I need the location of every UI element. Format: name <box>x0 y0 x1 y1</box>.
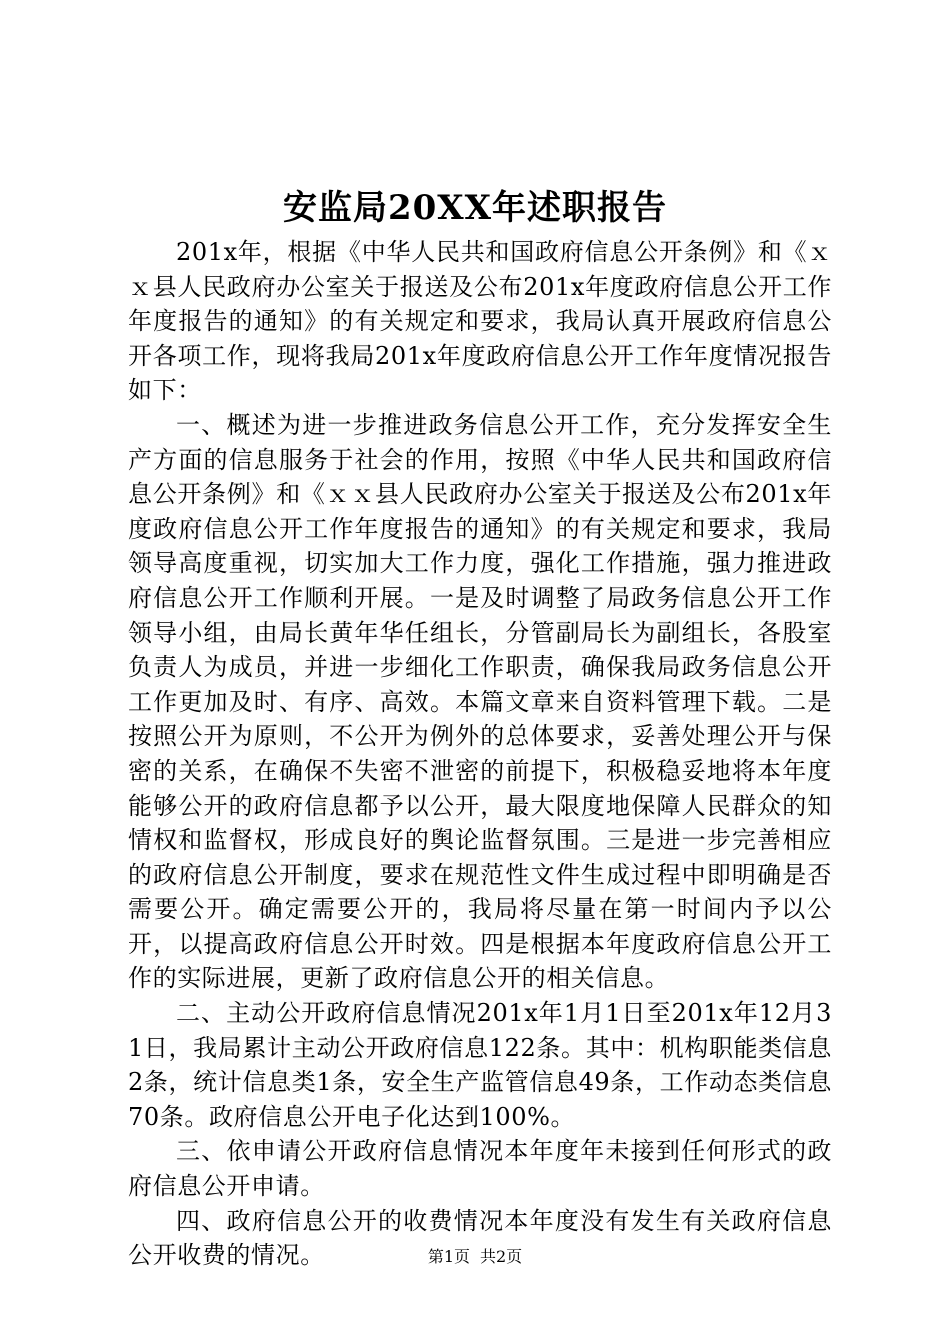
page-number-total: 共2页 <box>480 1247 523 1266</box>
paragraph-request-disclosure: 三、依申请公开政府信息情况本年度年未接到任何形式的政府信息公开申请。 <box>128 1137 832 1201</box>
paragraph-active-disclosure: 二、主动公开政府信息情况201x年1月1日至201x年12月31日，我局累计主动公开政府信息122条。其中：机构职能类信息2条，统计信息类1条，安全生产监管信息49条，工作动态类信息70条。政府信息公开电子化达到100%。 <box>128 999 832 1131</box>
paragraph-fees: 四、政府信息公开的收费情况本年度没有发生有关政府信息公开收费的情况。 <box>128 1206 832 1270</box>
page-number-current: 第1页 <box>427 1247 470 1266</box>
page-footer <box>0 1245 950 1269</box>
paragraph-overview: 一、概述为进一步推进政务信息公开工作，充分发挥安全生产方面的信息服务于社会的作用，按照《中华人民共和国政府信息公开条例》和《ｘｘ县人民政府办公室关于报送及公布201x年度政府信息公开工作年度报告的通知》的有关规定和要求，我局领导高度重视，切实加大工作力度，强化工作措施，强力推进政府信息公开工作顺利开展。一是及时调整了局政务信息公开工作领导小组，由局长黄年华任组长，分管副局长为副组长，各股室负责人为成员，并进一步细化工作职责，确保我局政务信息公开工作更加及时、有序、高效。本篇文章来自资料管理下载。二是按照公开为原则，不公开为例外的总体要求，妥善处理公开与保密的关系，在确保不失密不泄密的前提下，积极稳妥地将本年度能够公开的政府信息都予以公开，最大限度地保障人民群众的知情权和监督权，形成良好的舆论监督氛围。三是进一步完善相应的政府信息公开制度，要求在规范性文件生成过程中即明确是否需要公开。确定需要公开的，我局将尽量在第一时间内予以公开，以提高政府信息公开时效。四是根据本年度政府信息公开工作的实际进展，更新了政府信息公开的相关信息。 <box>128 410 832 993</box>
document-title: 安监局20XX年述职报告 <box>282 188 668 228</box>
document-body <box>128 235 832 1273</box>
paragraph-intro: 201x年，根据《中华人民共和国政府信息公开条例》和《ｘｘ县人民政府办公室关于报送及公布201x年度政府信息公开工作年度报告的通知》的有关规定和要求，我局认真开展政府信息公开各项工作，现将我局201x年度政府信息公开工作年度情况报告如下： <box>128 238 832 405</box>
